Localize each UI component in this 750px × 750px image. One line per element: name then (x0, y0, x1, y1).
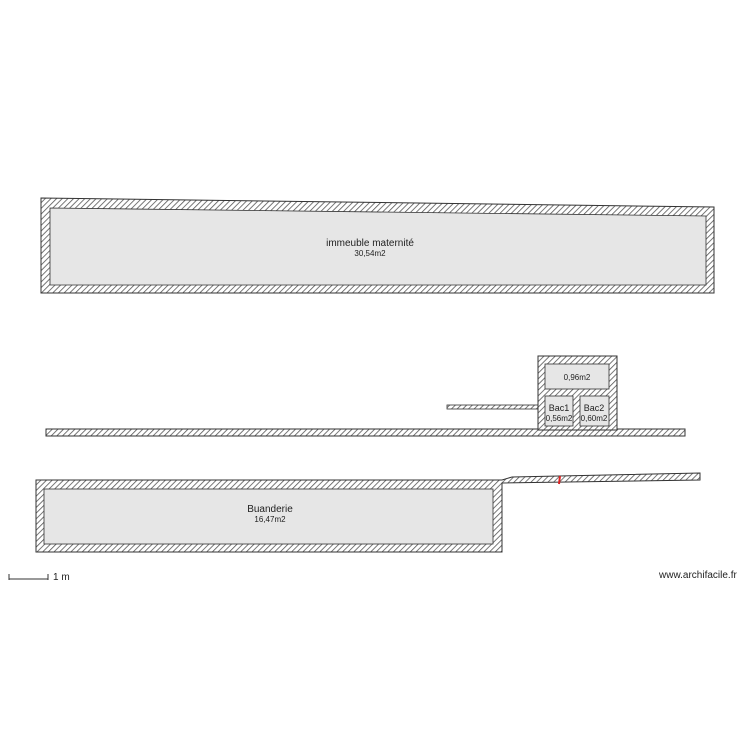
room-name-bac1: Bac1 (548, 403, 570, 413)
room-area-immeuble: 30,54m2 (354, 249, 386, 258)
site-watermark: www.archifacile.fr (659, 570, 737, 581)
room-name-buanderie: Buanderie (247, 504, 293, 515)
room-name-bac2: Bac2 (583, 403, 605, 413)
scale-label: 1 m (53, 572, 70, 583)
scale-bar (9, 574, 48, 580)
room-area-bac1: 0,56m2 (545, 414, 573, 423)
room-buanderie[interactable] (36, 473, 700, 552)
wall-thin-extension (447, 405, 539, 409)
room-immeuble-maternite[interactable] (41, 198, 714, 293)
room-name-immeuble: immeuble maternité (326, 238, 414, 249)
door-marker[interactable] (559, 476, 560, 484)
room-block-bacs[interactable] (538, 356, 617, 430)
room-area-buanderie: 16,47m2 (254, 515, 286, 524)
room-area-small-top: 0,96m2 (563, 373, 591, 382)
room-area-bac2: 0,60m2 (580, 414, 608, 423)
